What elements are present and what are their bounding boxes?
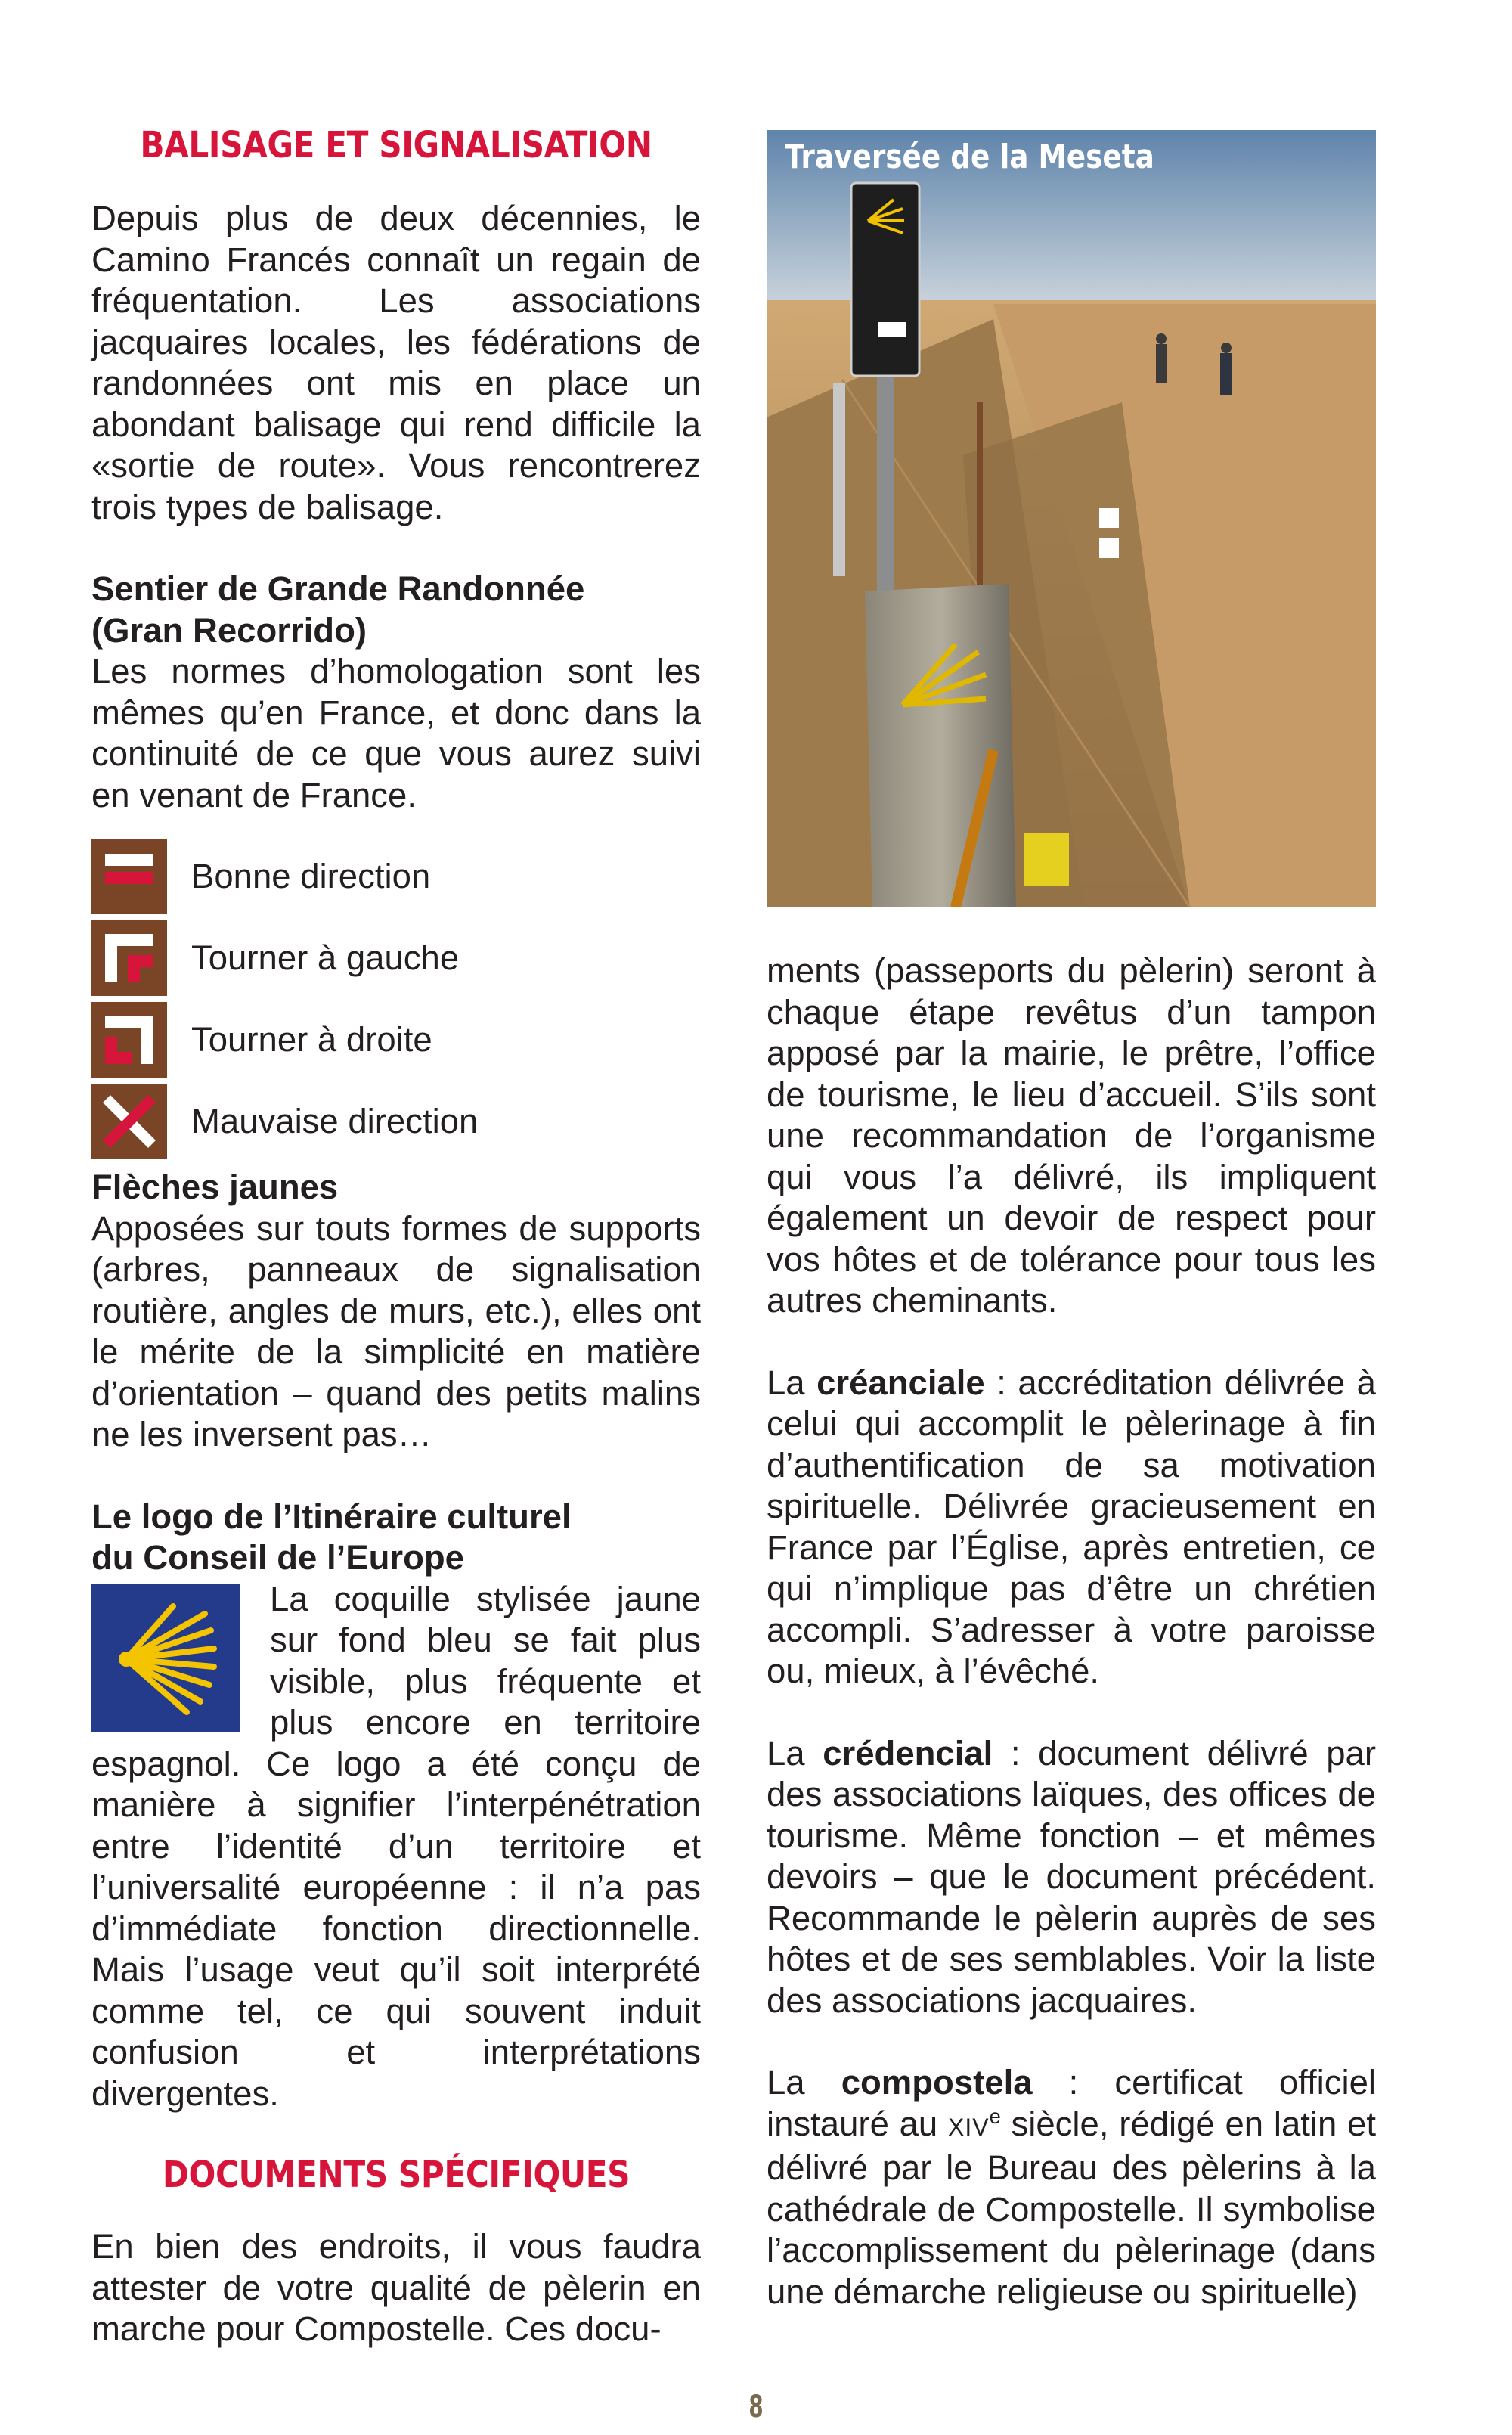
- left-column: [91, 121, 701, 2350]
- section-heading-balisage: BALISAGE ET SIGNALISATION: [140, 124, 652, 166]
- sign-legend: [91, 836, 701, 1162]
- sign-label: Bonne direction: [191, 857, 431, 895]
- logo-block: [91, 1579, 701, 2115]
- turn-left-marker-icon: [91, 920, 167, 996]
- sign-row-right: [91, 999, 701, 1081]
- photo-caption: Traversée de la Meseta: [785, 138, 1154, 176]
- creanciale-term: créanciale: [816, 1363, 985, 1402]
- creanciale-text: : accréditation délivrée à celui qui accomplit le pèlerinage à fin d’authentification de sa motivation spirituelle. Délivrée gracieusement en France par l’Église, après entretien, ce qui n’implique pas d’être un chrétien accompli. S’adresser à votre paroisse ou, mieux, à l’évêché.: [767, 1363, 1376, 1690]
- scallop-shell-logo-icon: [91, 1584, 240, 1732]
- logo-title: [91, 1497, 701, 1579]
- credencial-term: crédencial: [823, 1733, 993, 1773]
- creanciale-prefix: La: [767, 1363, 817, 1402]
- section-heading-documents: DOCUMENTS SPÉCIFIQUES: [162, 2154, 631, 2196]
- documents-continuation-paragraph: ments (passeports du pèlerin) seront à chaque étape revêtus d’un tampon apposé par la mairie, le prêtre, l’office de tourisme, le lieu d’accueil. S’ils sont une recommandation de l’organisme qui vous l’a délivré, ils impliquent également un devoir de respect pour vos hôtes et de tolérance pour tous les autres cheminants.: [767, 951, 1376, 1320]
- logo-paragraph: La coquille stylisée jaune sur fond bleu se fait plus visible, plus fréquente et plus encore en territoire espagnol. Ce logo a été conçu de manière à signifier l’interpénétration entre l’identité d’un territoire et l’universalité européenne : il n’a pas d’immédiate fonction directionnelle. Mais l’usage veut qu’il soit interprété comme tel, ce qui souvent induit confusion et interprétations divergentes.: [91, 1579, 701, 2113]
- arrows-title: Flèches jaunes: [91, 1168, 339, 1206]
- credencial-paragraph: [767, 1733, 1376, 2022]
- gr-title-line2: (Gran Recorrido): [91, 610, 367, 650]
- arrows-paragraph: Apposées sur touts formes de supports (arbres, panneaux de signalisation routière, angles de murs, etc.), elles ont le mérite de la simplicité en matière d’orientation – quand des petits malins ne les inversent pas…: [91, 1208, 701, 1453]
- sign-row-straight: [91, 836, 701, 917]
- right-column: [767, 951, 1376, 2312]
- creanciale-paragraph: [767, 1363, 1376, 1692]
- compostela-century-sup: e: [989, 2104, 1001, 2128]
- sign-label: Mauvaise direction: [191, 1102, 479, 1140]
- documents-intro-paragraph: En bien des endroits, il vous faudra attester de votre qualité de pèlerin en marche pour Compostelle. Ces docu-: [91, 2227, 701, 2348]
- compostela-paragraph: [767, 2062, 1376, 2312]
- sign-row-left: [91, 917, 701, 999]
- meseta-photo: [767, 130, 1376, 907]
- turn-right-marker-icon: [91, 1002, 167, 1078]
- gr-title-line1: Sentier de Grande Randonnée: [91, 569, 585, 608]
- compostela-text-a: : certificat officiel instauré au: [767, 2063, 1376, 2143]
- sign-row-wrong: [91, 1081, 701, 1162]
- intro-paragraph: Depuis plus de deux décennies, le Camino Francés connaît un regain de fréquentation. Les associations jacquaires locales, les fédérations de randonnées ont mis en place un abondant balisage qui rend difficile la «sortie de route». Vous rencontrerez trois types de balisage.: [91, 199, 701, 526]
- compostela-prefix: La: [767, 2063, 841, 2102]
- page-number: 8: [748, 2390, 764, 2424]
- sign-label: Tourner à gauche: [191, 938, 460, 977]
- gr-paragraph: Les normes d’homologation sont les mêmes qu’en France, et donc dans la continuité de ce que vous aurez suivi en venant de France.: [91, 652, 701, 814]
- meseta-landscape-image: [767, 130, 1376, 907]
- credencial-prefix: La: [767, 1733, 823, 1773]
- compostela-term: compostela: [841, 2063, 1033, 2102]
- sign-label: Tourner à droite: [191, 1020, 432, 1059]
- logo-title-line2: du Conseil de l’Europe: [91, 1538, 464, 1577]
- gr-title: [91, 569, 701, 651]
- compostela-text-b: siècle, rédigé en latin et délivré par le Bureau des pèlerins à la cathédrale de Compostelle. Il symbolise l’accomplissement du pèlerinage (dans une démarche religieuse ou spirituelle): [767, 2104, 1377, 2311]
- compostela-century: XIV: [948, 2113, 990, 2141]
- straight-marker-icon: [91, 839, 167, 914]
- wrong-way-marker-icon: [91, 1084, 167, 1159]
- logo-title-line1: Le logo de l’Itinéraire culturel: [91, 1497, 572, 1536]
- credencial-text: : document délivré par des associations laïques, des offices de tourisme. Même fonction – et mêmes devoirs – que le document précédent. Recommande le pèlerin auprès de ses hôtes et de ses semblables. Voir la liste des associations jacquaires.: [767, 1733, 1376, 2020]
